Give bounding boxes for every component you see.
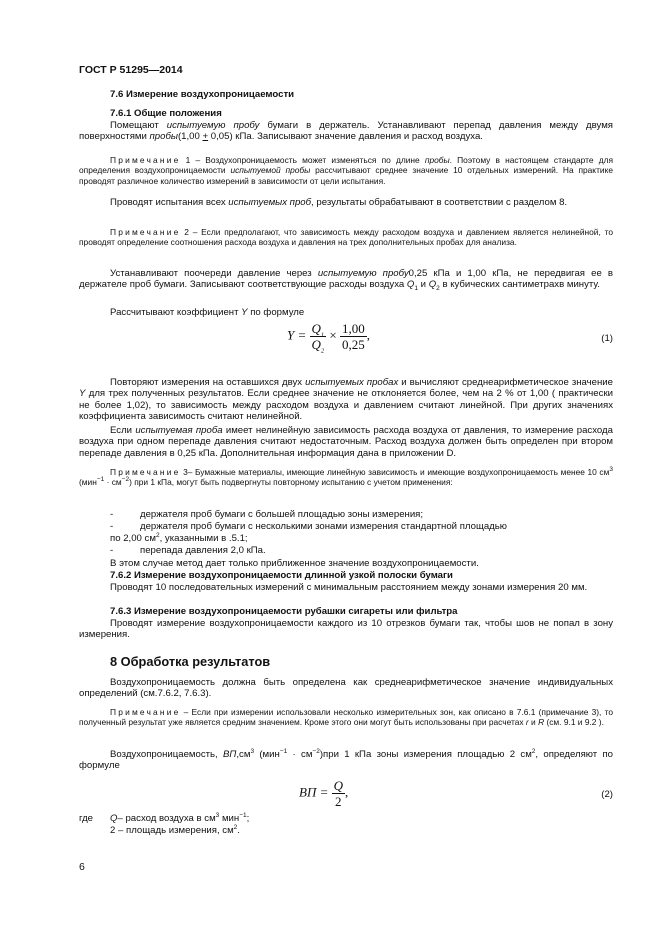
where-item-q: Q– расход воздуха в $см^3$ мин$^{-1}$; — [110, 811, 250, 824]
note-2: Примечание 2 – Если предполагают, что зависимость между расходом воздуха и давлением является нелинейной, то проводят определение соотношения расхода воздуха и давления на трех дополнительных пробах для анализа. — [79, 227, 613, 248]
page-number: 6 — [79, 861, 85, 873]
paragraph-7-6-1-4: Рассчитывают коэффициент Y по формуле — [110, 307, 305, 318]
formula-2: ВП = $\frac{Q}{2}$ , — [299, 778, 349, 809]
standard-header: ГОСТ Р 51295—2014 — [79, 64, 183, 76]
formula-1-fraction-q: $\frac{Q_1}{Q_2}$ — [311, 321, 325, 355]
section-7-6-title: 7.6 Измерение воздухопроницаемости — [110, 89, 295, 100]
section-7-6-1-title: 7.6.1 Общие положения — [110, 108, 222, 119]
note-1: Примечание 1 – Воздухопроницаемость может изменяться по длине пробы. Поэтому в настоящем стандарте для определения воздухопроницаемости испытуемой пробы рассчитывают среднее значение 10 отдельных измерений. На практике проводят различное количество измерений в зависимости от цели испытания. — [79, 155, 614, 186]
list-item-continuation: по 2,00 $см^2$, указанными в .5.1; — [110, 531, 248, 544]
paragraph-7-6-3: Проводят измерение воздухопроницаемости каждого из 10 отрезков бумаги так, чтобы шов не попал в зону измерения. — [79, 618, 613, 641]
formula-1: Y = $\frac{Q_1}{Q_2}$ × $\frac{1,00}{0,25}$ , — [287, 321, 370, 355]
formula-2-number: (2) — [601, 789, 613, 800]
where-label: где — [79, 813, 94, 824]
formula-2-fraction: $\frac{Q}{2}$ — [333, 778, 343, 809]
paragraph-7-6-1-1: Помещают испытуемую пробу бумаги в держатель. Устанавливают перепад давления между двумя поверхностями пробы(1,00 + 0,05) кПа. Записывают значение давления и расход воздуха. — [79, 120, 613, 143]
section-8-title: 8 Обработка результатов — [110, 654, 271, 669]
paragraph-7-6-1-5: Повторяют измерения на оставшихся двух испытуемых пробах и вычисляют среднеарифметическое значение Y для трех полученных результатов. Если среднее значение не отклоняется более, чем на 2 % от 1,00 ( практически не более 1,02), то зависимость между расходом воздуха и давлением считают линейной. При других значениях коэффициента зависимость считают нелинейной. — [79, 377, 614, 423]
note-3: Примечание 3– Бумажные материалы, имеющие линейную зависимость и имеющие воздухопроницаемость менее 10 $см^3$ $(мин^{-1} \cdot см^{-2})$ при 1 кПа, могут быть подвергнуты повторному испытанию с учетом применения: — [79, 466, 613, 488]
paragraph-7-6-1-2: Проводят испытания всех испытуемых проб, результаты обрабатывают в соответствии с разделом 8. — [110, 197, 568, 208]
paragraph-8-1: Воздухопроницаемость должна быть определена как среднеарифметическое значение индивидуальных определений (см.7.6.2, 7.6.3). — [79, 677, 613, 700]
note-8: Примечание – Если при измерении использовали несколько измерительных зон, как описано в 7.6.1 (примечание 3), то полученный результат уже является средним значением. Кроме этого они могут быть использованы при расчетах r и R (см. 9.1 и 9.2 ). — [79, 707, 613, 728]
paragraph-approximate: В этом случае метод дает только приближенное значение воздухопроницаемости. — [110, 558, 479, 569]
paragraph-8-2: Воздухопроницаемость, $ВП,см^3$ $(мин^{-1} \cdot см^{-2})при$ 1 кПа зоны измерения площадью 2 $см^2$, определяют по формуле — [79, 747, 613, 772]
list-item: - держателя проб бумаги с несколькими зонами измерения стандартной площадью — [110, 521, 507, 532]
list-item: - держателя проб бумаги с большей площадью зоны измерения; — [110, 509, 424, 520]
paragraph-7-6-1-3: Устанавливают поочереди давление через испытуемую пробу0,25 кПа и 1,00 кПа, не передвигая ее в держателе проб бумаги. Записывают соответствующие расходы воздуха $Q_1$ и $Q_2$ в кубических сантиметрахв минуту. — [79, 268, 613, 293]
formula-1-fraction-pressure: $\frac{1,00}{0,25}$ — [342, 321, 365, 352]
paragraph-7-6-1-6: Если испытуемая проба имеет нелинейную зависимость расхода воздуха от давления, то измерение расхода воздуха при одном перепаде давления считают недостаточным. Расход воздуха должен быть определен при втором перепаде давления в 0,25 кПа. Дополнительная информация дана в приложении D. — [79, 425, 613, 459]
list-item: - перепада давления 2,0 кПа. — [110, 545, 266, 556]
where-item-area: 2 – площадь измерения, $см^2$. — [110, 823, 240, 836]
section-7-6-3-title: 7.6.3 Измерение воздухопроницаемости рубашки сигареты или фильтра — [110, 606, 458, 617]
formula-1-number: (1) — [601, 333, 613, 344]
section-7-6-2-title: 7.6.2 Измерение воздухопроницаемости длинной узкой полоски бумаги — [110, 570, 453, 581]
paragraph-7-6-2: Проводят 10 последовательных измерений с минимальным расстоянием между зонами измерения 20 мм. — [110, 582, 588, 593]
